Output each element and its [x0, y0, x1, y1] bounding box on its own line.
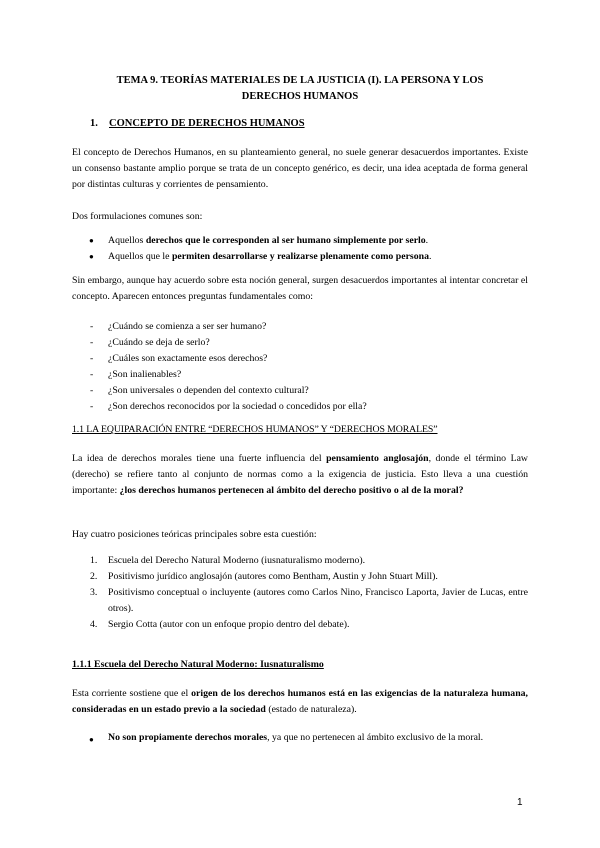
section-1-1-heading: 1.1 LA EQUIPARACIÓN ENTRE “DERECHOS HUMANOS” Y “DERECHOS MORALES”	[72, 424, 438, 435]
position-text: Escuela del Derecho Natural Moderno (iusnaturalismo moderno).	[108, 555, 366, 566]
bullet-dot-icon: ●	[89, 735, 94, 744]
dash-icon: -	[90, 353, 94, 364]
formulations-intro: Dos formulaciones comunes son:	[72, 211, 203, 222]
dash-icon: -	[90, 401, 94, 412]
iusnaturalism-paragraph: Esta corriente sostiene que el origen de los derechos humanos está en las exigencias de la naturaleza humana, consideradas en un estado previo a la sociedad (estado de naturaleza).	[72, 688, 528, 715]
moral-rights-paragraph: La idea de derechos morales tiene una fuerte influencia del pensamiento anglosajón, donde el término Law (derecho) se refiere tanto al conjunto de normas como a la exigencia de justicia. Esto lleva a una cuestión importante: ¿los derechos humanos pertenecen al ámbito del derecho positivo o al de la moral?	[72, 453, 529, 496]
dash-icon: -	[90, 369, 94, 380]
list-number: 2.	[90, 571, 98, 582]
question-text: ¿Cuándo se comienza a ser ser humano?	[108, 321, 267, 332]
page-number: 1	[517, 797, 523, 808]
position-text: Positivismo conceptual o incluyente (autores como Carlos Nino, Francisco Laporta, Javier de Lucas, entre otros).	[108, 587, 528, 614]
section-1-title: CONCEPTO DE DERECHOS HUMANOS	[109, 118, 305, 129]
position-text: Sergio Cotta (autor con un enfoque propio dentro del debate).	[108, 619, 350, 630]
positions-intro: Hay cuatro posiciones teóricas principales sobre esta cuestión:	[72, 529, 317, 540]
dash-icon: -	[90, 337, 94, 348]
dash-icon: -	[90, 385, 94, 396]
intro-paragraph: El concepto de Derechos Humanos, en su planteamiento general, no suele generar desacuerdos importantes. Existe un consenso bastante amplio porque se trata de un concepto genérico, es decir, una idea aceptada de forma general por distintas culturas y corrientes de pensamiento.	[72, 147, 528, 190]
question-text: ¿Son universales o dependen del contexto cultural?	[108, 385, 309, 396]
list-number: 4.	[90, 619, 98, 630]
bullet-dot-icon: ●	[89, 236, 94, 245]
question-text: ¿Son derechos reconocidos por la sociedad o concedidos por ella?	[108, 401, 367, 412]
list-number: 3.	[90, 587, 98, 598]
bullet-dot-icon: ●	[89, 252, 94, 261]
question-text: ¿Cuándo se deja de serlo?	[108, 337, 210, 348]
bullet-text: Aquellos que le permiten desarrollarse y realizarse plenamente como persona.	[108, 251, 432, 262]
section-1-1-1-heading: 1.1.1 Escuela del Derecho Natural Moderno: Iusnaturalismo	[72, 659, 324, 670]
document-title-line-1: TEMA 9. TEORÍAS MATERIALES DE LA JUSTICIA (I). LA PERSONA Y LOS	[116, 75, 484, 86]
section-1-number: 1.	[90, 118, 98, 129]
list-number: 1.	[90, 555, 98, 566]
bullet-text: Aquellos derechos que le corresponden al ser humano simplemente por serlo.	[108, 235, 429, 246]
position-text: Positivismo jurídico anglosajón (autores como Bentham, Austin y John Stuart Mill).	[108, 571, 438, 582]
question-text: ¿Son inalienables?	[108, 369, 182, 380]
dash-icon: -	[90, 321, 94, 332]
bullet-text: No son propiamente derechos morales, ya que no pertenecen al ámbito exclusivo de la moral.	[108, 732, 484, 743]
question-text: ¿Cuáles son exactamente esos derechos?	[108, 353, 268, 364]
disagreement-paragraph: Sin embargo, aunque hay acuerdo sobre esta noción general, surgen desacuerdos importantes al intentar concretar el concepto. Aparecen entonces preguntas fundamentales como:	[72, 275, 528, 302]
document-title-line-2: DERECHOS HUMANOS	[241, 91, 359, 102]
